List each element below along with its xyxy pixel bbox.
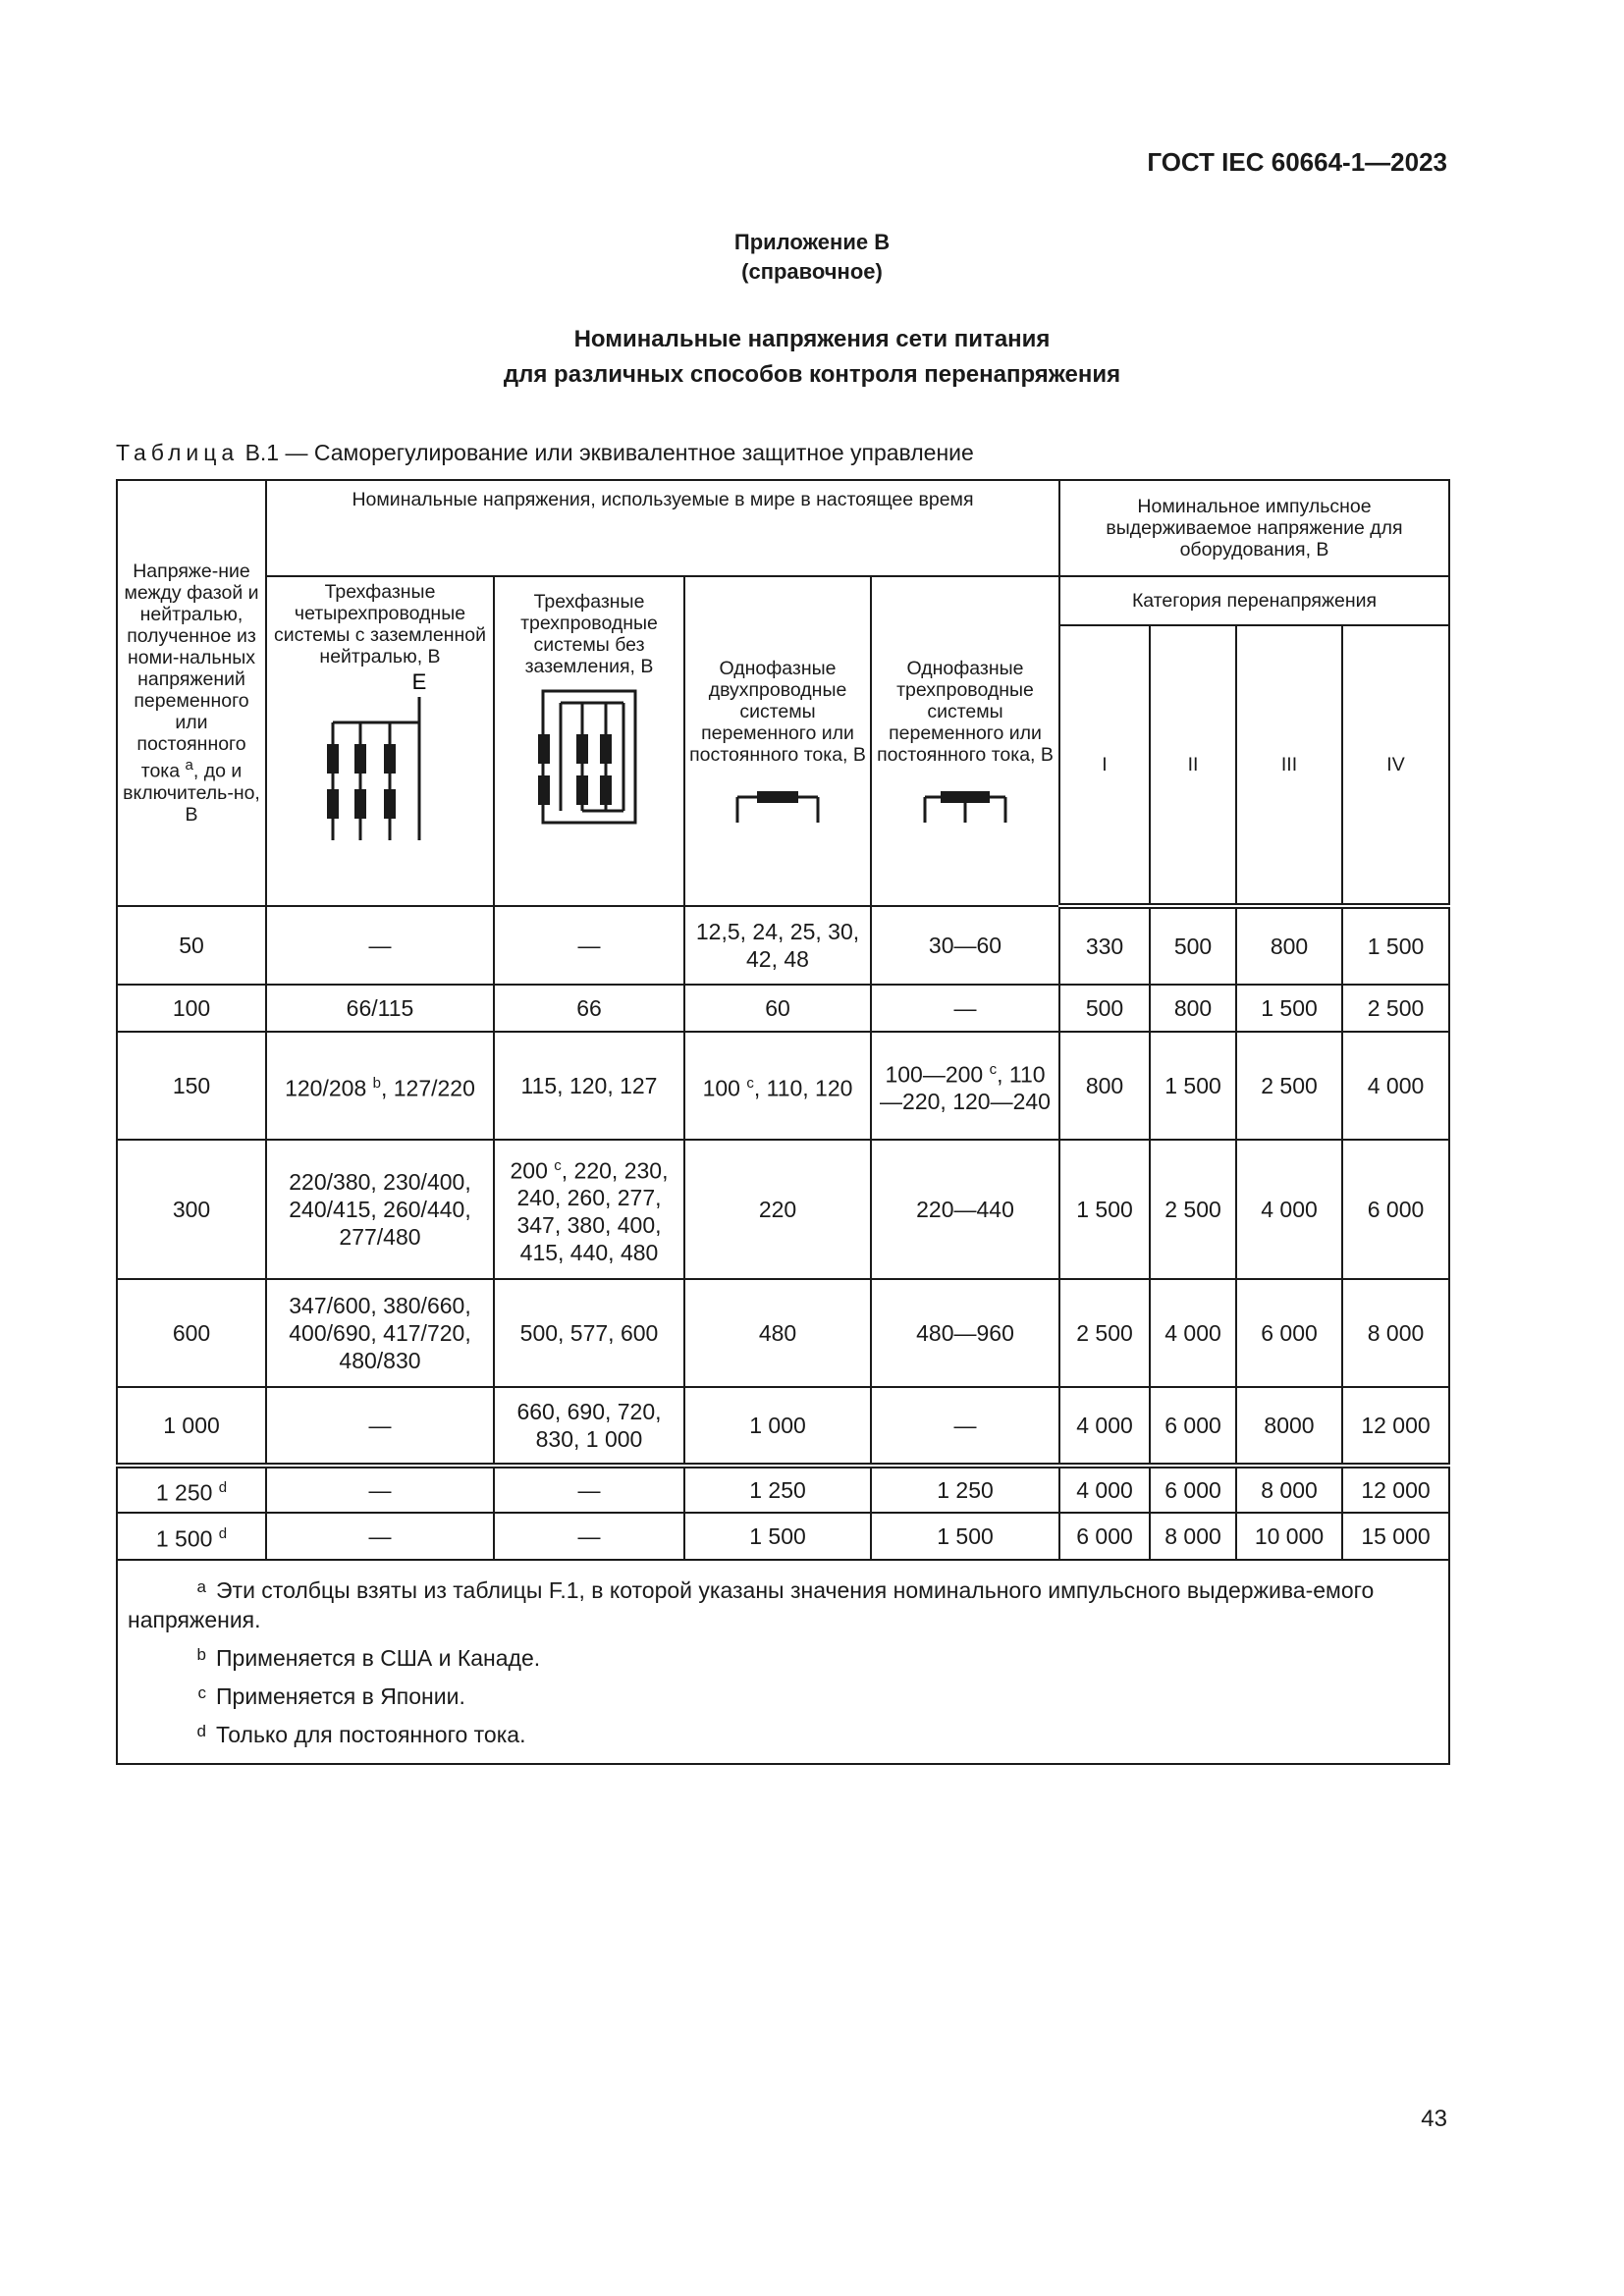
heading-line-2: для различных способов контроля перенапряжения (503, 361, 1121, 388)
table-row (117, 1032, 1449, 1140)
voltage-table-wrapper (116, 479, 1448, 1765)
cell-single-phase-3w: — (871, 1387, 1059, 1466)
cell-voltage: 100 (117, 985, 266, 1032)
three-wire-single-phase-diagram-icon (921, 789, 1009, 825)
cell-voltage: 1 000 (117, 1387, 266, 1466)
voltage-table (116, 479, 1450, 1765)
footnote-mark-b: b (372, 1074, 381, 1092)
table-row (117, 1387, 1449, 1466)
cell-three-phase-3w: — (494, 1466, 684, 1513)
cell-value-tail: , 110, 120 (753, 1075, 853, 1101)
cell-cat-i: 1 500 (1059, 1140, 1150, 1279)
cell-cat-iii: 2 500 (1236, 1032, 1342, 1140)
cell-cat-i: 800 (1059, 1032, 1150, 1140)
document-heading (0, 322, 1624, 393)
cell-single-phase-2w: 1 000 (684, 1387, 871, 1466)
cell-value-tail: , 127/220 (380, 1075, 475, 1101)
cell-single-phase-3w (871, 1032, 1059, 1140)
cell-value: 100 (702, 1075, 740, 1101)
header-three-phase-3w-text: Трехфазные трехпроводные системы без заземления, В (520, 591, 658, 677)
footnote-mark-d: d (218, 1478, 228, 1496)
cell-single-phase-2w: 60 (684, 985, 871, 1032)
header-single-phase-3w-text: Однофазные трехпроводные системы переменного или постоянного тока, В (877, 658, 1054, 766)
cell-voltage (117, 1466, 266, 1513)
footnote-mark: d (196, 1722, 206, 1740)
two-wire-diagram-icon (733, 789, 822, 825)
table-row (117, 985, 1449, 1032)
cell-value: 120/208 (285, 1075, 367, 1101)
cell-three-phase-3w: 500, 577, 600 (494, 1279, 684, 1387)
header-single-phase-2w (684, 576, 871, 906)
header-overvoltage-category: Категория перенапряжения (1059, 576, 1449, 625)
caption-text: В.1 — Саморегулирование или эквивалентное защитное управление (244, 440, 974, 465)
cell-cat-i: 2 500 (1059, 1279, 1150, 1387)
cell-three-phase-4w: 220/380, 230/400, 240/415, 260/440, 277/480 (266, 1140, 494, 1279)
three-wire-ungrounded-diagram-icon (535, 683, 643, 830)
cell-three-phase-4w (266, 1032, 494, 1140)
cell-cat-ii: 8 000 (1150, 1513, 1236, 1560)
cell-value-tail: , 220, 230, 240, 260, 277, 347, 380, 400, 415, 440, 480 (516, 1157, 669, 1266)
header-phase-voltage-tail: , до и включитель-но, В (123, 760, 260, 826)
cell-value-tail: , 110—220, 120—240 (880, 1061, 1051, 1115)
cell-three-phase-3w (494, 1140, 684, 1279)
cell-cat-i: 330 (1059, 906, 1150, 985)
cell-three-phase-3w: 660, 690, 720, 830, 1 000 (494, 1387, 684, 1466)
table-caption (116, 440, 974, 466)
cell-single-phase-2w (684, 1032, 871, 1140)
header-nominal-group: Номинальные напряжения, используемые в мире в настоящее время (266, 480, 1059, 576)
cell-cat-ii: 2 500 (1150, 1140, 1236, 1279)
table-row (117, 1279, 1449, 1387)
footnote-d (128, 1717, 1438, 1749)
header-phase-voltage-text: Напряже-ние между фазой и нейтралью, полученное из номи-нальных напряжений переменного или постоянного тока (124, 561, 259, 782)
cell-single-phase-2w: 12,5, 24, 25, 30, 42, 48 (684, 906, 871, 985)
cell-value: 200 (510, 1157, 548, 1184)
cell-cat-i: 500 (1059, 985, 1150, 1032)
cell-cat-iii: 10 000 (1236, 1513, 1342, 1560)
standard-code: ГОСТ IEC 60664-1—2023 (1147, 147, 1447, 177)
cell-cat-iv: 12 000 (1342, 1466, 1449, 1513)
cell-three-phase-4w: — (266, 1513, 494, 1560)
cell-cat-iv: 15 000 (1342, 1513, 1449, 1560)
cell-voltage: 300 (117, 1140, 266, 1279)
cell-single-phase-3w: — (871, 985, 1059, 1032)
cell-cat-i: 6 000 (1059, 1513, 1150, 1560)
footnote-text: Только для постоянного тока. (216, 1722, 526, 1747)
header-three-phase-4w-text: Трехфазные четырехпроводные системы с заземленной нейтралью, В (274, 581, 486, 667)
footnotes-row (117, 1560, 1449, 1764)
header-cat-i: I (1059, 625, 1150, 906)
footnote-mark-d: d (218, 1524, 228, 1542)
table-row (117, 1513, 1449, 1560)
header-three-phase-3w (494, 576, 684, 906)
four-wire-grounded-diagram-icon (321, 673, 439, 840)
heading-line-1: Номинальные напряжения сети питания (573, 326, 1051, 352)
caption-prefix: Таблица (116, 440, 240, 465)
cell-voltage: 600 (117, 1279, 266, 1387)
cell-single-phase-2w: 480 (684, 1279, 871, 1387)
cell-cat-iii: 1 500 (1236, 985, 1342, 1032)
footnote-mark: c (197, 1683, 206, 1702)
footnote-b (128, 1640, 1438, 1673)
cell-single-phase-3w: 220—440 (871, 1140, 1059, 1279)
cell-three-phase-4w: 347/600, 380/660, 400/690, 417/720, 480/830 (266, 1279, 494, 1387)
cell-value: 100—200 (885, 1061, 984, 1088)
cell-three-phase-4w: — (266, 1466, 494, 1513)
cell-cat-iii: 6 000 (1236, 1279, 1342, 1387)
cell-cat-iii: 8000 (1236, 1387, 1342, 1466)
header-impulse-group: Номинальное импульсное выдерживаемое напряжение для оборудования, В (1059, 480, 1449, 576)
cell-three-phase-3w: 115, 120, 127 (494, 1032, 684, 1140)
cell-cat-iv: 6 000 (1342, 1140, 1449, 1279)
header-cat-iii: III (1236, 625, 1342, 906)
cell-single-phase-2w: 1 500 (684, 1513, 871, 1560)
footnote-mark: b (196, 1645, 206, 1664)
appendix-title (0, 228, 1624, 287)
cell-cat-iv: 8 000 (1342, 1279, 1449, 1387)
cell-value: 1 500 (155, 1525, 213, 1552)
footnote-a (128, 1573, 1438, 1634)
cell-cat-iv: 4 000 (1342, 1032, 1449, 1140)
footnote-text: Применяется в Японии. (216, 1683, 465, 1709)
cell-single-phase-3w: 1 500 (871, 1513, 1059, 1560)
cell-three-phase-4w: — (266, 906, 494, 985)
cell-cat-ii: 800 (1150, 985, 1236, 1032)
cell-value: 1 250 (155, 1479, 213, 1506)
footnote-c (128, 1679, 1438, 1711)
cell-three-phase-4w: 66/115 (266, 985, 494, 1032)
footnotes (117, 1560, 1449, 1764)
cell-single-phase-2w: 220 (684, 1140, 871, 1279)
cell-single-phase-3w: 30—60 (871, 906, 1059, 985)
cell-cat-i: 4 000 (1059, 1387, 1150, 1466)
cell-cat-ii: 1 500 (1150, 1032, 1236, 1140)
earth-label: Е (411, 673, 427, 694)
cell-cat-ii: 6 000 (1150, 1387, 1236, 1466)
table-row (117, 1466, 1449, 1513)
appendix-label: Приложение В (733, 230, 891, 254)
cell-three-phase-3w: 66 (494, 985, 684, 1032)
cell-cat-iv: 2 500 (1342, 985, 1449, 1032)
cell-three-phase-3w: — (494, 906, 684, 985)
header-cat-iv: IV (1342, 625, 1449, 906)
cell-single-phase-3w: 1 250 (871, 1466, 1059, 1513)
cell-cat-iv: 1 500 (1342, 906, 1449, 985)
appendix-type: (справочное) (741, 259, 883, 284)
header-three-phase-4w (266, 576, 494, 906)
header-single-phase-2w-text: Однофазные двухпроводные системы переменного или постоянного тока, В (689, 658, 866, 766)
cell-cat-iii: 4 000 (1236, 1140, 1342, 1279)
page-number: 43 (1421, 2106, 1447, 2132)
cell-cat-ii: 500 (1150, 906, 1236, 985)
header-single-phase-3w (871, 576, 1059, 906)
cell-cat-ii: 4 000 (1150, 1279, 1236, 1387)
cell-voltage (117, 1513, 266, 1560)
footnote-text: Применяется в США и Канаде. (216, 1645, 541, 1671)
header-cat-ii: II (1150, 625, 1236, 906)
header-phase-voltage (117, 480, 266, 906)
footnote-mark-c: c (989, 1060, 998, 1078)
cell-cat-iii: 800 (1236, 906, 1342, 985)
table-row (117, 906, 1449, 985)
footnote-mark-c: c (554, 1156, 562, 1174)
footnote-text: Эти столбцы взяты из таблицы F.1, в которой указаны значения номинального импульсного выдержива-емого напряжения. (128, 1577, 1375, 1632)
cell-three-phase-3w: — (494, 1513, 684, 1560)
footnote-mark-a: a (185, 757, 193, 774)
cell-voltage: 150 (117, 1032, 266, 1140)
table-row (117, 1140, 1449, 1279)
footnote-mark: a (196, 1577, 206, 1596)
cell-cat-i: 4 000 (1059, 1466, 1150, 1513)
cell-cat-iv: 12 000 (1342, 1387, 1449, 1466)
footnote-mark-c: c (746, 1074, 754, 1092)
cell-three-phase-4w: — (266, 1387, 494, 1466)
cell-single-phase-2w: 1 250 (684, 1466, 871, 1513)
cell-cat-iii: 8 000 (1236, 1466, 1342, 1513)
cell-cat-ii: 6 000 (1150, 1466, 1236, 1513)
cell-voltage: 50 (117, 906, 266, 985)
cell-single-phase-3w: 480—960 (871, 1279, 1059, 1387)
